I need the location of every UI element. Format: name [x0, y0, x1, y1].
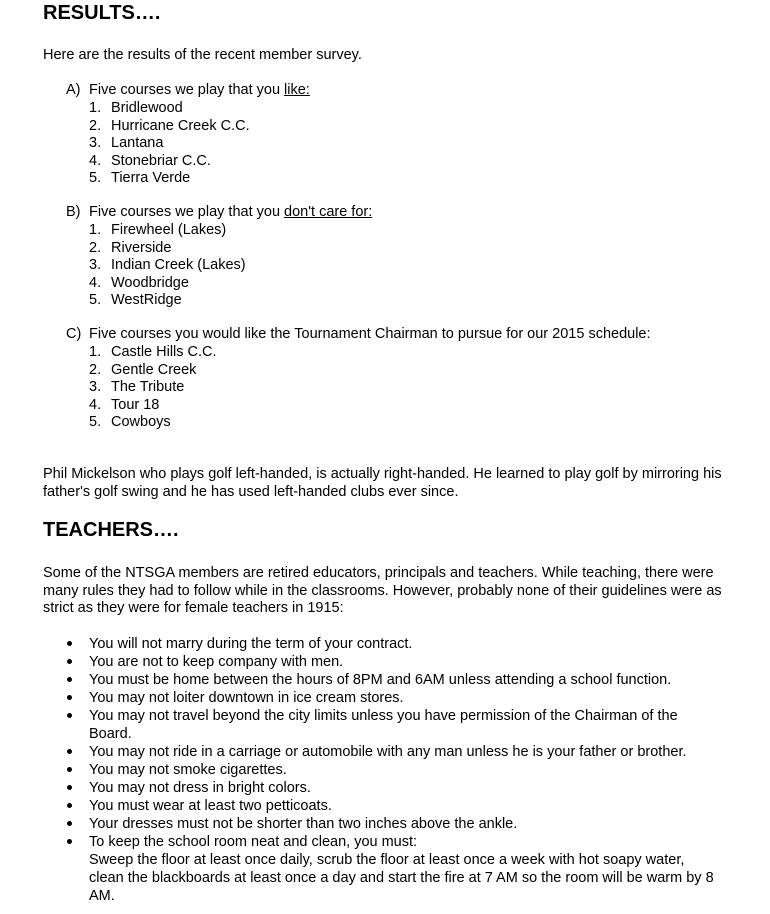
item-number: 4.: [89, 152, 102, 169]
list-item: [89, 135, 250, 153]
section-letter: C): [66, 326, 82, 342]
bullet-icon: [67, 749, 72, 754]
rule-item: [66, 833, 718, 905]
list-item: [89, 275, 246, 293]
rule-text: You will not marry during the term of your contract.: [89, 636, 413, 652]
rule-item: [66, 653, 718, 671]
rule-item: [66, 635, 718, 653]
list-item: [89, 257, 246, 275]
item-number: 5.: [89, 170, 102, 187]
teachers-heading: TEACHERS….: [43, 519, 179, 541]
item-number: 5.: [89, 292, 102, 309]
rule-item: [66, 797, 718, 815]
mickelson-trivia: Phil Mickelson who plays golf left-handed, is actually right-handed. He learned to play golf by mirroring his father's golf swing and he has used left-handed clubs ever since.: [43, 466, 722, 500]
section-prefix: Five courses you would like the Tournament Chairman to pursue for our 2015 schedule:: [89, 326, 651, 342]
course-name: Tierra Verde: [111, 170, 191, 187]
list-item: [89, 222, 246, 240]
rule-text: You may not loiter downtown in ice cream stores.: [89, 690, 404, 706]
list-item: [89, 397, 217, 415]
section-a-title: [66, 82, 310, 100]
course-name: Lantana: [111, 135, 164, 152]
rule-item: [66, 671, 718, 689]
course-name: Hurricane Creek C.C.: [111, 117, 250, 134]
list-item: [89, 100, 250, 118]
item-number: 4.: [89, 396, 102, 413]
course-name: Stonebriar C.C.: [111, 152, 211, 169]
course-name: Indian Creek (Lakes): [111, 257, 246, 274]
item-number: 2.: [89, 117, 102, 134]
section-letter: B): [66, 204, 81, 220]
list-item: [89, 118, 250, 136]
section-c-title: [66, 326, 651, 344]
section-letter: A): [66, 82, 81, 98]
list-item: [89, 414, 217, 432]
bullet-icon: [67, 695, 72, 700]
item-number: 1.: [89, 222, 102, 238]
rule-text: To keep the school room neat and clean, you must:: [89, 834, 418, 850]
rule-item: [66, 689, 718, 707]
list-item: [89, 292, 246, 310]
disliked-courses-list: [89, 222, 246, 310]
item-number: 1.: [89, 100, 102, 116]
rule-text: You may not travel beyond the city limits unless you have permission of the Chairman of the Board.: [89, 708, 678, 742]
list-item: [89, 153, 250, 171]
item-number: 3.: [89, 257, 102, 274]
course-name: Firewheel (Lakes): [111, 222, 227, 238]
course-name: Bridlewood: [111, 100, 183, 116]
rule-text: Your dresses must not be shorter than two inches above the ankle.: [89, 816, 518, 832]
item-number: 5.: [89, 414, 102, 431]
wishlist-courses-list: [89, 344, 217, 432]
rule-item: [66, 743, 718, 761]
course-name: The Tribute: [111, 379, 185, 396]
teachers-intro: Some of the NTSGA members are retired educators, principals and teachers. While teaching, there were many rules they had to follow while in the classrooms. However, probably none of their guidelines were as strict as they were for female teachers in 1915:: [43, 565, 722, 617]
rule-item: [66, 707, 718, 743]
list-item: [89, 170, 250, 188]
course-name: Gentle Creek: [111, 361, 197, 378]
bullet-icon: [67, 677, 72, 682]
rule-item: [66, 779, 718, 797]
item-number: 3.: [89, 379, 102, 396]
rule-detail: Sweep the floor at least once daily, scrub the floor at least once a week with hot soapy water, clean the blackboards at least once a day and start the fire at 7 AM so the room will be warm by 8 AM.: [89, 852, 714, 904]
rule-text: You must wear at least two petticoats.: [89, 798, 332, 814]
item-number: 2.: [89, 239, 102, 256]
item-number: 4.: [89, 274, 102, 291]
course-name: Woodbridge: [111, 274, 189, 291]
bullet-icon: [67, 785, 72, 790]
item-number: 2.: [89, 361, 102, 378]
rule-text: You may not smoke cigarettes.: [89, 762, 287, 778]
rule-text: You may not ride in a carriage or automobile with any man unless he is your father or brother.: [89, 744, 687, 760]
rule-item: [66, 761, 718, 779]
bullet-icon: [67, 839, 72, 844]
bullet-icon: [67, 659, 72, 664]
results-intro: Here are the results of the recent member survey.: [43, 47, 362, 63]
bullet-icon: [67, 767, 72, 772]
item-number: 1.: [89, 344, 102, 360]
section-prefix: Five courses we play that you: [89, 82, 285, 98]
section-prefix: Five courses we play that you: [89, 204, 285, 220]
section-emphasis: don't care for:: [284, 204, 373, 220]
section-b-title: [66, 204, 372, 222]
bullet-icon: [67, 641, 72, 646]
rule-text: You must be home between the hours of 8PM and 6AM unless attending a school function.: [89, 672, 672, 688]
item-number: 3.: [89, 135, 102, 152]
course-name: Cowboys: [111, 414, 171, 431]
course-name: Riverside: [111, 239, 172, 256]
course-name: WestRidge: [111, 292, 182, 309]
rule-text: You may not dress in bright colors.: [89, 780, 311, 796]
course-name: Castle Hills C.C.: [111, 344, 217, 360]
bullet-icon: [67, 821, 72, 826]
rule-item: [66, 815, 718, 833]
rule-text: You are not to keep company with men.: [89, 654, 344, 670]
bullet-icon: [67, 713, 72, 718]
section-emphasis: like:: [284, 82, 310, 98]
results-heading: RESULTS….: [43, 2, 161, 24]
list-item: [89, 362, 217, 380]
bullet-icon: [67, 803, 72, 808]
list-item: [89, 344, 217, 362]
teacher-rules-list: [66, 635, 718, 905]
list-item: [89, 379, 217, 397]
liked-courses-list: [89, 100, 250, 188]
course-name: Tour 18: [111, 396, 160, 413]
list-item: [89, 240, 246, 258]
